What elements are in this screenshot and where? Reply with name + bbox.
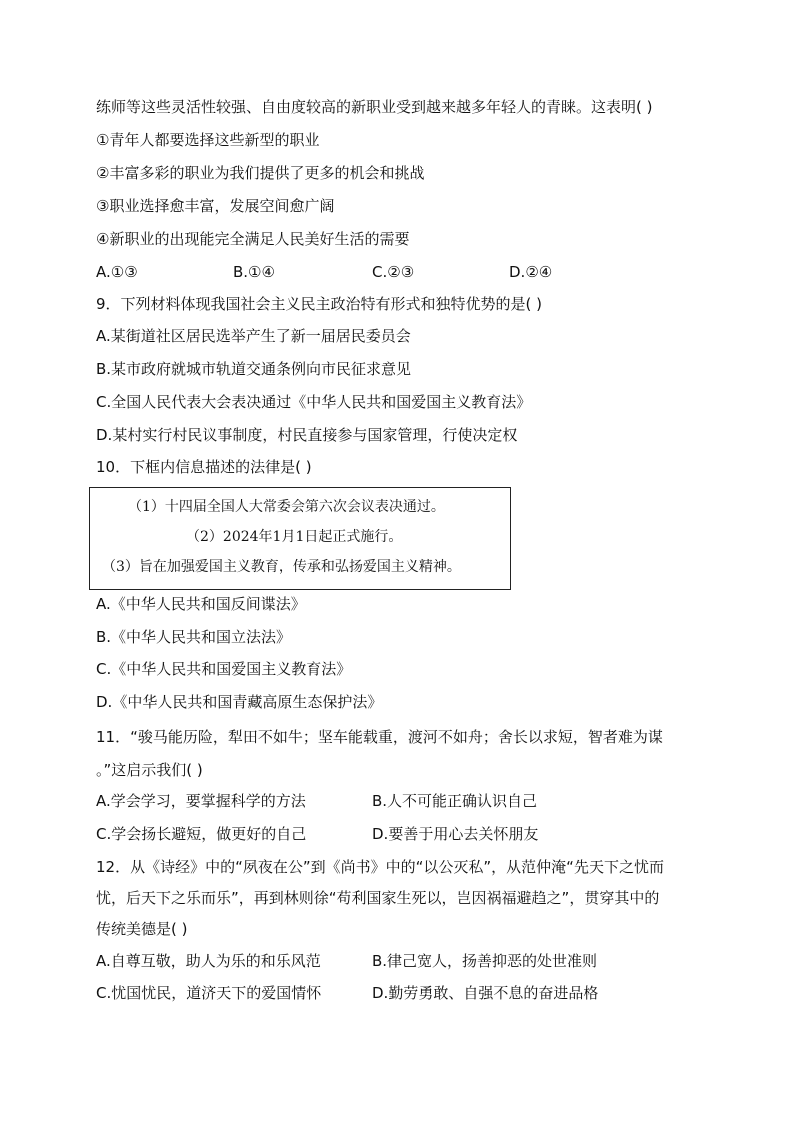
- q10-option-a: A.《中华人民共和国反间谍法》: [96, 595, 306, 613]
- q10-option-d: D.《中华人民共和国青藏高原生态保护法》: [96, 693, 383, 711]
- q8-option-d: D.②④: [509, 263, 553, 281]
- q10-box-line-1: （1）十四届全国人大常委会第六次会议表决通过。: [128, 499, 445, 515]
- q8-item-1: ①青年人都要选择这些新型的职业: [96, 131, 320, 149]
- q12-option-c: C.忧国忧民，道济天下的爱国情怀: [96, 984, 322, 1002]
- q8-item-2: ②丰富多彩的职业为我们提供了更多的机会和挑战: [96, 164, 425, 182]
- q9-option-b: B.某市政府就城市轨道交通条例向市民征求意见: [96, 360, 412, 378]
- q10-option-b: B.《中华人民共和国立法法》: [96, 628, 292, 646]
- q8-item-4: ④新职业的出现能完全满足人民美好生活的需要: [96, 230, 410, 248]
- q8-option-c: C.②③: [372, 263, 415, 281]
- q10-box-line-2: （2）2024年1月1日起正式施行。: [186, 529, 403, 545]
- q10-stem: 10．下框内信息描述的法律是( ): [96, 458, 312, 476]
- q8-stem: 练师等这些灵活性较强、自由度较高的新职业受到越来越多年轻人的青睐。这表明( ): [96, 98, 653, 116]
- q12-option-b: B.律己宽人，扬善抑恶的处世准则: [372, 952, 598, 970]
- q9-option-d: D.某村实行村民议事制度，村民直接参与国家管理，行使决定权: [96, 426, 518, 444]
- q11-option-b: B.人不可能正确认识自己: [372, 792, 538, 810]
- q10-option-c: C.《中华人民共和国爱国主义教育法》: [96, 660, 352, 678]
- q9-option-c: C.全国人民代表大会表决通过《中华人民共和国爱国主义教育法》: [96, 393, 532, 411]
- q11-option-c: C.学会扬长避短，做更好的自己: [96, 825, 307, 843]
- q12-stem-line-1: 12．从《诗经》中的“夙夜在公”到《尚书》中的“以公灭私”，从范仲淹“先天下之忧而: [96, 858, 664, 876]
- q12-option-d: D.勤劳勇敢、自强不息的奋进品格: [372, 984, 599, 1002]
- q10-box-line-3: （3）旨在加强爱国主义教育，传承和弘扬爱国主义精神。: [102, 559, 461, 575]
- q12-option-a: A.自尊互敬，助人为乐的和乐风范: [96, 952, 321, 970]
- q11-option-d: D.要善于用心去关怀朋友: [372, 825, 539, 843]
- q9-stem: 9．下列材料体现我国社会主义民主政治特有形式和独特优势的是( ): [96, 295, 543, 313]
- q8-option-b: B.①④: [233, 263, 275, 281]
- q12-stem-line-3: 传统美德是( ): [96, 920, 188, 938]
- q8-option-a: A.①③: [96, 263, 138, 281]
- q10-info-box: [89, 487, 511, 590]
- q11-stem-line-2: 。”这启示我们( ): [96, 761, 203, 779]
- q12-stem-line-2: 忧，后天下之乐而乐”，再到林则徐“苟利国家生死以，岂因祸福避趋之”，贯穿其中的: [96, 889, 660, 907]
- q9-option-a: A.某街道社区居民选举产生了新一届居民委员会: [96, 327, 411, 345]
- q11-option-a: A.学会学习，要掌握科学的方法: [96, 792, 306, 810]
- q8-item-3: ③职业选择愈丰富，发展空间愈广阔: [96, 197, 335, 215]
- q11-stem-line-1: 11．“骏马能历险，犁田不如牛；坚车能载重，渡河不如舟；舍长以求短，智者难为谋: [96, 728, 663, 746]
